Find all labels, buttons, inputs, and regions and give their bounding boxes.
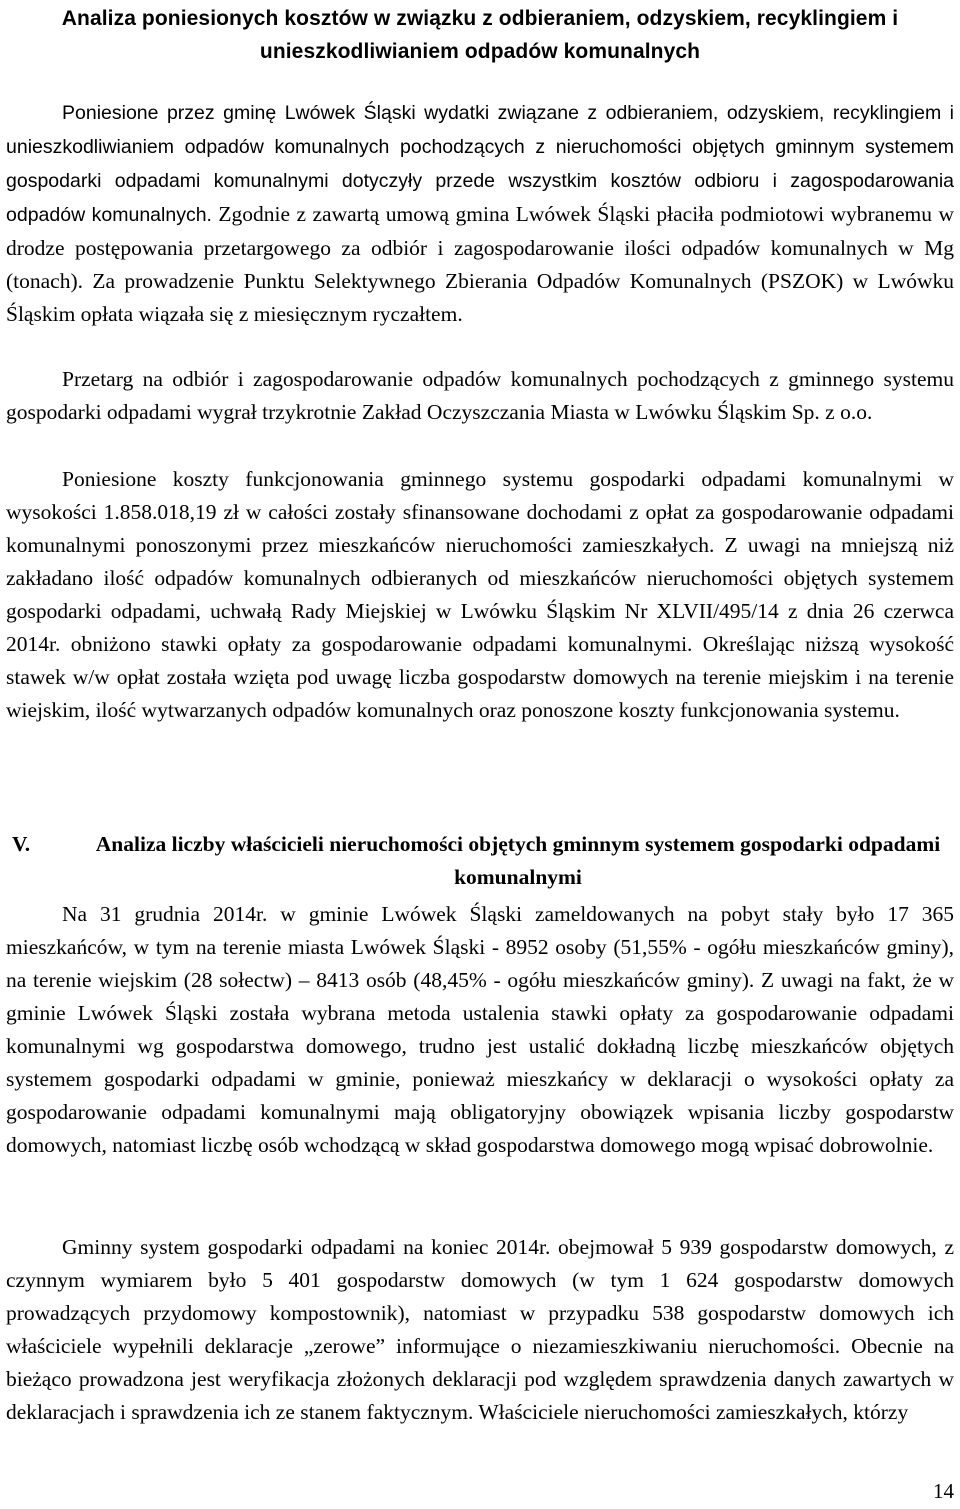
paragraph-expenses-serif-part: Zgodnie z zawartą umową gmina Lwówek Śląski płaciła podmiotowi wybranemu w drodze postępowania przetargowego za odbiór i zagospodarowanie ilości odpadów komunalnych w Mg (tonach). Za prowadzenie Punktu Selektywnego Zbierania Odpadów Komunalnych (PSZOK) w Lwówku Śląskim opłata wiązała się z miesięcznym ryczałtem. xyxy=(6,202,954,326)
paragraph-expenses xyxy=(6,96,954,331)
paragraph-expenses-sans-part: Poniesione przez gminę Lwówek Śląski wydatki związane z odbieraniem, odzyskiem, recyklingiem i unieszkodliwianiem odpadów komunalnych pochodzących z nieruchomości objętych gminnym systemem gospodarki odpadami komunalnymi dotyczyły przede wszystkim kosztów odbioru i zagospodarowania odpadów komunalnych. xyxy=(6,102,954,226)
paragraph-households: Gminny system gospodarki odpadami na koniec 2014r. obejmował 5 939 gospodarstw domowych, z czynnym wymiarem było 5 401 gospodarstw domowych (w tym 1 624 gospodarstw domowych prowadzących przydomowy kompostownik), natomiast w przypadku 538 gospodarstw domowych ich właściciele wypełnili deklaracje „zerowe” informujące o niezamieszkiwaniu nieruchomości. Obecnie na bieżąco prowadzona jest weryfikacja złożonych deklaracji pod względem sprawdzenia danych zawartych w deklaracjach i sprawdzenia ich ze stanem faktycznym. Właściciele nieruchomości zamieszkałych, którzy xyxy=(6,1235,954,1424)
page-number: 14 xyxy=(933,1479,954,1503)
section-title: Analiza liczby właścicieli nieruchomości objętych gminnym systemem gospodarki odpadami komunalnymi xyxy=(95,832,941,889)
section-number: V. xyxy=(12,832,31,856)
paragraph-tender: Przetarg na odbiór i zagospodarowanie odpadów komunalnych pochodzących z gminnego systemu gospodarki odpadami wygrał trzykrotnie Zakład Oczyszczania Miasta w Lwówku Śląskim Sp. z o.o. xyxy=(6,367,954,424)
paragraph-residents: Na 31 grudnia 2014r. w gminie Lwówek Śląski zameldowanych na pobyt stały było 17 365 mieszkańców, w tym na terenie miasta Lwówek Śląski - 8952 osoby (51,55% - ogółu mieszkańców gminy), na terenie wiejskim (28 sołectw) – 8413 osób (48,45% - ogółu mieszkańców gminy). Z uwagi na fakt, że w gminie Lwówek Śląski została wybrana metoda ustalenia stawki opłaty za gospodarowanie odpadami komunalnymi wg gospodarstwa domowego, trudno jest ustalić dokładną liczbę mieszkańców objętych systemem gospodarki odpadami w gminie, ponieważ mieszkańcy w deklaracji o wysokości opłaty za gospodarowanie odpadami komunalnymi mają obligatoryjny obowiązek wpisania liczby gospodarstw domowych, natomiast liczbę osób wchodzącą w skład gospodarstwa domowego mogą wpisać dobrowolnie. xyxy=(6,902,954,1157)
paragraph-costs: Poniesione koszty funkcjonowania gminnego systemu gospodarki odpadami komunalnymi w wysokości 1.858.018,19 zł w całości zostały sfinansowane dochodami z opłat za gospodarowanie odpadami komunalnymi ponoszonymi przez mieszkańców nieruchomości zamieszkałych. Z uwagi na mniejszą niż zakładano ilość odpadów komunalnych odbieranych od mieszkańców nieruchomości objętych systemem gospodarki odpadami, uchwałą Rady Miejskiej w Lwówku Śląskim Nr XLVII/495/14 z dnia 26 czerwca 2014r. obniżono stawki opłaty za gospodarowanie odpadami komunalnymi. Określając niższą wysokość stawek w/w opłat została wzięta pod uwagę liczba gospodarstw domowych na terenie miejskim i na terenie wiejskim, ilość wytwarzanych odpadów komunalnych oraz ponoszone koszty funkcjonowania systemu. xyxy=(6,467,954,722)
page-header-title: Analiza poniesionych kosztów w związku z odbieraniem, odzyskiem, recyklingiem i unieszkodliwianiem odpadów komunalnych xyxy=(61,7,899,63)
